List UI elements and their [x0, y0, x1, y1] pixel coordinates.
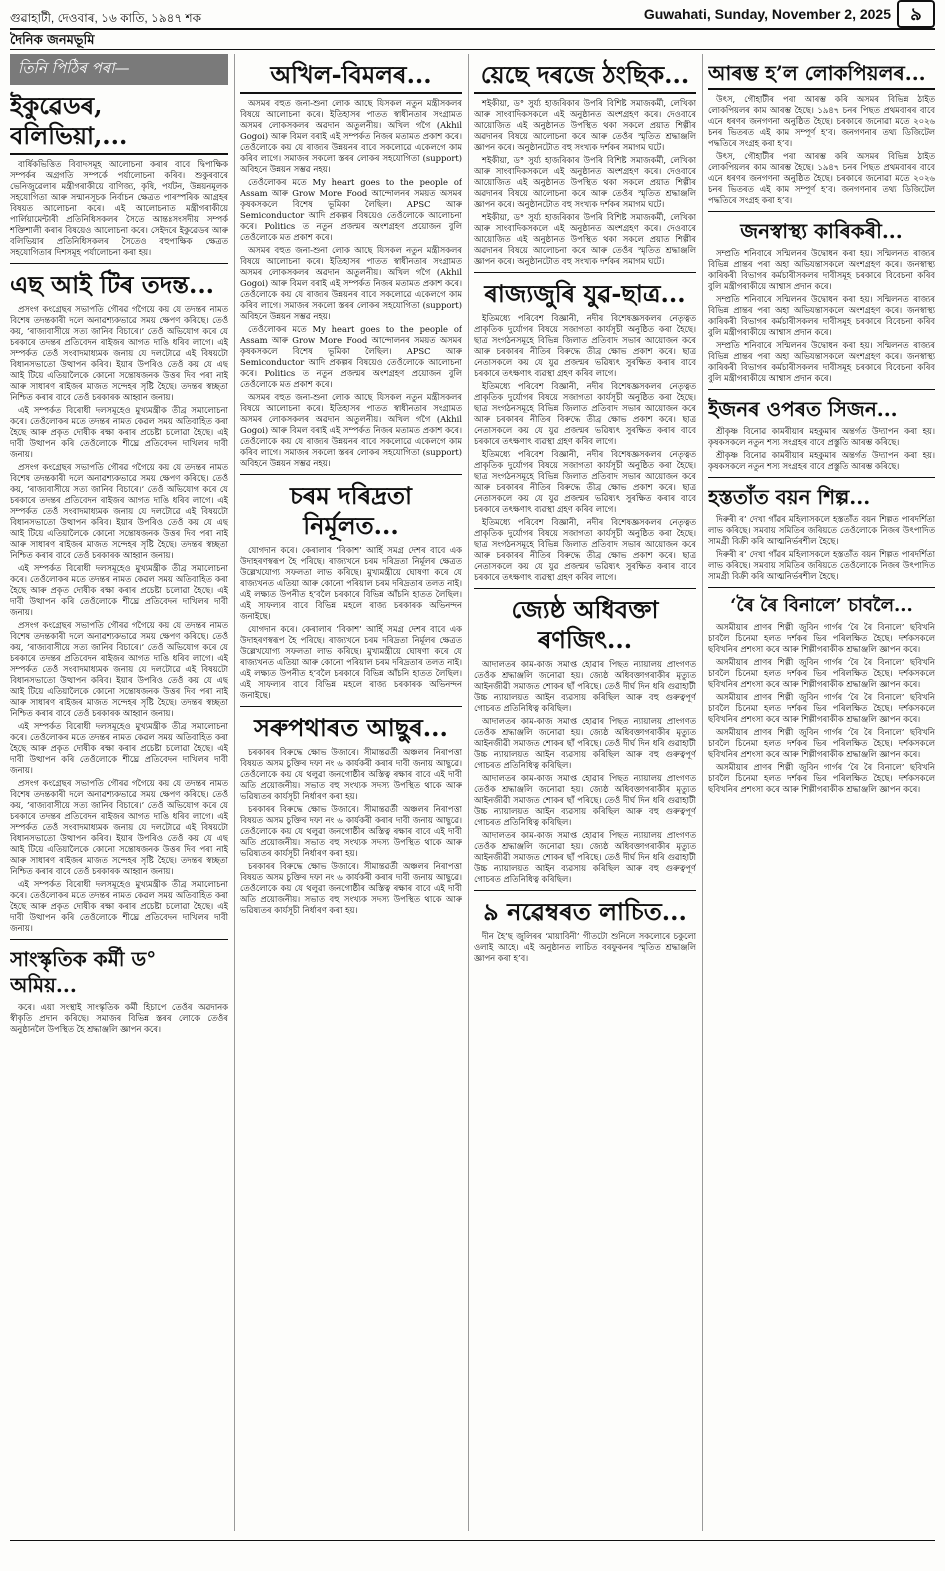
article-body [474, 98, 696, 267]
paragraph: বাৰ্ষিকভিত্তিত বিবাদসমূহ আলোচনা কৰাৰ বাবে দ্বিপাক্ষিক সম্পৰ্কৰ অগ্ৰগতি সম্পৰ্কে পৰ্যালোচনা কৰিব। শুকুৰবাৰে ভেনিজুৱেলাৰ মন্ত্ৰীগৰাকীয়ে বাণিজ্য, কৃষি, পৰ্যটন, উন্নয়নমূলক সহযোগিতা আৰু সন্মানসূচক নিৰ্বাচন ক্ষেত্ৰত পাৰস্পৰিক আগ্ৰহৰ বিষয়ত আলোচনা কৰে। এই আলোচনাত মন্ত্ৰীগৰাকীয়ে পাৰ্লিয়ামেন্টাৰী প্ৰতিনিধিসকলৰ সৈতে আন্তঃসংসদীয় সম্পৰ্ক শক্তিশালী কৰাৰ বিষয়েও আলোচনা কৰে। সেইদৰে ইকুৱেডৰ আৰু বলিভিয়াৰ প্ৰতিনিধিসকলৰ সৈতেও বহুপাক্ষিক ক্ষেত্ৰত সহযোগিতাৰ দিশসমূহ পৰ্যালোচনা কৰা হয়। [10, 159, 228, 257]
page-number: ৯ [897, 0, 935, 28]
paragraph: অসমৰ বহুত জনা-শুনা লোক আছে যিসকল নতুন মন্ত্ৰীসকলৰ বিষয়ে আলোচনা কৰে। ইতিহাসৰ পাতত স্বাধীনতাৰ সংগ্ৰামত অসমৰ লোকসকলৰ অৱদান অতুলনীয়। অখিল গগৈ (Akhil Gogoi) আৰু বিমল বৰাই এই সম্পৰ্কত নিজৰ মতামত প্ৰকাশ কৰে। তেওঁলোকে কয় যে ৰাজ্যৰ উন্নয়নৰ বাবে সকলোৱে একেলগে কাম কৰিব লাগে। সমাজৰ সকলো স্তৰৰ লোকৰ সহযোগিতা (support) অবিহনে উন্নয়ন সম্ভৱ নহয়। [240, 245, 462, 321]
page-header [10, 0, 935, 24]
headline-amiya: সাংস্কৃতিক কৰ্মী ড° অমিয়... [10, 947, 157, 997]
divider [708, 389, 935, 390]
divider [10, 263, 228, 264]
paragraph: অসমীয়াৰ প্ৰাণৰ শিল্পী জুবিন গাৰ্গৰ ‘ৰৈ ৰৈ বিনালে’ ছবিখনি চাবলৈ চিনেমা হলত দৰ্শকৰ ভিৰ পৰিলক্ষিত হৈছে। দৰ্শকসকলে ছবিখনিৰ প্ৰশংসা কৰে আৰু শিল্পীগৰাকীক শ্ৰদ্ধাঞ্জলি জ্ঞাপন কৰে। [708, 692, 935, 724]
article-body [240, 98, 462, 469]
paragraph: সম্প্ৰতি শনিবাৰে সন্মিলনৰ উদ্বোধন কৰা হয়। সন্মিলনত ৰাজ্যৰ বিভিন্ন প্ৰান্তৰ পৰা অহা অভিযন্তাসকলে অংশগ্ৰহণ কৰে। জনস্বাস্থ্য কাৰিকৰী বিভাগৰ কৰ্মচাৰীসকলৰ দাবীসমূহ চৰকাৰে বিবেচনা কৰিব বুলি মন্ত্ৰীগৰাকীয়ে আশ্বাস প্ৰদান কৰে। [708, 248, 935, 291]
paragraph: প্ৰসংগ কংগ্ৰেছৰ সভাপতি গৌৰৱ গগৈয়ে কয় যে তদন্তৰ নামত বিশেষ তদন্তকাৰী দলে অনাৱশ্যকভাৱে সময় ক্ষেপণ কৰিছে। তেওঁ কয়, ‘ৰাজ্যবাসীয়ে সত্য জানিব বিচাৰে।’ তেওঁ অভিযোগ কৰে যে চৰকাৰে তদন্তৰ প্ৰতিবেদন ৰাইজৰ আগত দাঙি ধৰিব লাগে। এই সম্পৰ্কত তেওঁ সংবাদমাধ্যমক জনায় যে দলটোৱে এই বিষয়টো বিধানসভাতো উত্থাপন কৰিব। ইয়াৰ উপৰিও তেওঁ কয় যে এছ আই টিয়ে এতিয়ালৈকে কোনো সন্তোষজনক উত্তৰ দিব পৰা নাই আৰু সাধাৰণ ৰাইজৰ মাজত সন্দেহৰ সৃষ্টি হৈছে। তদন্তৰ স্বচ্ছতা নিশ্চিত কৰাৰ বাবে তেওঁ চৰকাৰক আহ্বান জনায়। [10, 462, 228, 560]
headline-public-health: জনস্বাস্থ্য কাৰিকৰী... [740, 219, 903, 243]
date-right: Guwahati, Sunday, November 2, 2025 [643, 6, 891, 22]
headline-roi-roi-binale: ‘ৰৈ ৰৈ বিনালে’ চাবলৈ... [730, 595, 913, 616]
divider [240, 474, 462, 475]
paragraph: এই সম্পৰ্কত বিৰোধী দলসমূহেও মুখ্যমন্ত্ৰীক তীব্ৰ সমালোচনা কৰে। তেওঁলোকৰ মতে তদন্তৰ নামত কেৱল সময় অতিবাহিত কৰা হৈছে আৰু প্ৰকৃত দোষীক ৰক্ষা কৰাৰ প্ৰচেষ্টা চলোৱা হৈছে। এই দাবী উত্থাপন কৰি তেওঁলোকে শীঘ্ৰে প্ৰতিবেদন দাখিলৰ দাবী জনায়। [10, 563, 228, 617]
column-1 [10, 54, 228, 1531]
headline-advocate: জ্যেষ্ঠ অধিবক্তা ৰণজিৎ... [511, 595, 659, 654]
paragraph: শইকীয়া, ড° সুৰ্য্য হাজৰিকাৰ উপৰি বিশিষ্ট সমাজকৰ্মী, লেখিকা আৰু সাংবাদিকসকলে এই অনুষ্ঠানত অংশগ্ৰহণ কৰে। দেওবাৰে আয়োজিত এই অনুষ্ঠানত উপস্থিত থকা সকলে প্ৰয়াত শিল্পীৰ অৱদানৰ বিষয়ে আলোচনা কৰে আৰু তেওঁৰ স্মৃতিত শ্ৰদ্ধাঞ্জলি জ্ঞাপন কৰে। অনুষ্ঠানটোত বহু সংখ্যক দৰ্শকৰ সমাগম ঘটে। [474, 98, 696, 152]
paragraph: তেওঁলোকৰ মতে My heart goes to the people of Assam আৰু Grow More Food আন্দোলনৰ সময়ত অসমৰ কৃষকসকলে বিশেষ ভূমিকা লৈছিল। APSC আৰু Semiconductor আদি প্ৰকল্পৰ বিষয়েও তেওঁলোকে আলোচনা কৰে। Politics ত নতুন প্ৰজন্মৰ অংশগ্ৰহণ প্ৰয়োজন বুলি তেওঁলোকে মত প্ৰকাশ কৰে। [240, 177, 462, 242]
headline-youth: ৰাজ্যজুৰি যুৱ-ছাত্ৰ... [484, 279, 686, 308]
divider [708, 477, 935, 478]
columns-area [10, 54, 935, 1531]
column-2 [240, 54, 462, 1531]
paragraph: আদালতৰ কাম-কাজ সমাপ্ত হোৱাৰ পিছত ন্যায়ালয় প্ৰাংগণত তেওঁক শ্ৰদ্ধাঞ্জলি জনোৱা হয়। জ্যেষ্ঠ অধিবক্তাগৰাকীৰ মৃত্যুত আইনজীৱী সমাজত শোকৰ ছাঁ পৰিছে। তেওঁ দীৰ্ঘ দিন ধৰি গুৱাহাটী উচ্চ ন্যায়ালয়ত আইন ব্যৱসায় কৰিছিল আৰু বহু গুৰুত্বপূৰ্ণ গোচৰত প্ৰতিনিধিত্ব কৰিছিল। [474, 830, 696, 884]
paragraph: ইতিমধ্যে পৰিবেশ বিজ্ঞানী, নদীৰ বিশেষজ্ঞসকলৰ নেতৃত্বত প্ৰাকৃতিক দুৰ্যোগৰ বিষয়ে সজাগতা কাৰ্যসূচী অনুষ্ঠিত কৰা হৈছে। ছাত্ৰ সংগঠনসমূহে বিভিন্ন জিলাত প্ৰতিবাদ সভাৰ আয়োজন কৰে আৰু চৰকাৰৰ নীতিৰ বিৰুদ্ধে তীব্ৰ ক্ষোভ প্ৰকাশ কৰে। ছাত্ৰ নেতাসকলে কয় যে যুৱ প্ৰজন্মৰ ভৱিষ্যৎ সুৰক্ষিত কৰাৰ বাবে চৰকাৰে তৎক্ষণাৎ ব্যৱস্থা গ্ৰহণ কৰিব লাগে। [474, 313, 696, 378]
date-left: গুৱাহাটী, দেওবাৰ, ১৬ কাতি, ১৯৪৭ শক [10, 11, 202, 25]
paragraph: উৎস, গৌহাটীৰ পৰা আৰম্ভ কৰি অসমৰ বিভিন্ন ঠাইত লোকপিয়লৰ কাম আৰম্ভ হৈছে। ১৯৪৭ চনৰ পিছত প্ৰথমবাৰৰ বাবে এনে ধৰণৰ জনগণনা অনুষ্ঠিত হৈছে। চৰকাৰে জনোৱা মতে ২০২৬ চনৰ ভিতৰত এই কাম সম্পূৰ্ণ হ’ব। জনগণনাৰ তথ্য ডিজিটেল পদ্ধতিৰে সংগ্ৰহ কৰা হ’ব। [708, 94, 935, 148]
divider [474, 588, 696, 589]
footer-rule [10, 1540, 935, 1541]
paragraph: আদালতৰ কাম-কাজ সমাপ্ত হোৱাৰ পিছত ন্যায়ালয় প্ৰাংগণত তেওঁক শ্ৰদ্ধাঞ্জলি জনোৱা হয়। জ্যেষ্ঠ অধিবক্তাগৰাকীৰ মৃত্যুত আইনজীৱী সমাজত শোকৰ ছাঁ পৰিছে। তেওঁ দীৰ্ঘ দিন ধৰি গুৱাহাটী উচ্চ ন্যায়ালয়ত আইন ব্যৱসায় কৰিছিল আৰু বহু গুৰুত্বপূৰ্ণ গোচৰত প্ৰতিনিধিত্ব কৰিছিল। [474, 773, 696, 827]
paragraph: অসমীয়াৰ প্ৰাণৰ শিল্পী জুবিন গাৰ্গৰ ‘ৰৈ ৰৈ বিনালে’ ছবিখনি চাবলৈ চিনেমা হলত দৰ্শকৰ ভিৰ পৰিলক্ষিত হৈছে। দৰ্শকসকলে ছবিখনিৰ প্ৰশংসা কৰে আৰু শিল্পীগৰাকীক শ্ৰদ্ধাঞ্জলি জ্ঞাপন কৰে। [708, 657, 935, 689]
paragraph: কৰে। এয়া সংস্থাই সাংস্কৃতিক কৰ্মী হিচাপে তেওঁৰ অৱদানক স্বীকৃতি প্ৰদান কৰিছে। সমাজৰ বিভিন্ন স্তৰৰ লোকে তেওঁৰ অনুষ্ঠানলৈ উপস্থিত হৈ শ্ৰদ্ধাঞ্জলি জ্ঞাপন কৰে। [10, 1002, 228, 1034]
newspaper-brand: দৈনিক জনমভূমি [10, 33, 95, 48]
paragraph: শইকীয়া, ড° সুৰ্য্য হাজৰিকাৰ উপৰি বিশিষ্ট সমাজকৰ্মী, লেখিকা আৰু সাংবাদিকসকলে এই অনুষ্ঠানত অংশগ্ৰহণ কৰে। দেওবাৰে আয়োজিত এই অনুষ্ঠানত উপস্থিত থকা সকলে প্ৰয়াত শিল্পীৰ অৱদানৰ বিষয়ে আলোচনা কৰে আৰু তেওঁৰ স্মৃতিত শ্ৰদ্ধাঞ্জলি জ্ঞাপন কৰে। অনুষ্ঠানটোত বহু সংখ্যক দৰ্শকৰ সমাগম ঘটে। [474, 212, 696, 266]
paragraph: এই সম্পৰ্কত বিৰোধী দলসমূহেও মুখ্যমন্ত্ৰীক তীব্ৰ সমালোচনা কৰে। তেওঁলোকৰ মতে তদন্তৰ নামত কেৱল সময় অতিবাহিত কৰা হৈছে আৰু প্ৰকৃত দোষীক ৰক্ষা কৰাৰ প্ৰচেষ্টা চলোৱা হৈছে। এই দাবী উত্থাপন কৰি তেওঁলোকে শীঘ্ৰে প্ৰতিবেদন দাখিলৰ দাবী জনায়। [10, 405, 228, 459]
paragraph: শ্ৰীকৃষ্ণ বিনোৱ কামৰীয়াৰ মহকুমাৰ অন্তৰ্গত উদ্যাপন কৰা হয়। কৃষকসকলে নতুন শস্য সংগ্ৰহৰ বাবে প্ৰস্তুতি আৰম্ভ কৰিছে। [708, 426, 935, 447]
paragraph: যোগদান কৰে। কেৰালাৰ ‘বিকাশ’ আৰ্হি সমগ্ৰ দেশৰ বাবে এক উদাহৰণস্বৰূপ হৈ পৰিছে। ৰাজ্যখনে চৰম দৰিদ্ৰতা নিৰ্মূলৰ ক্ষেত্ৰত উল্লেখযোগ্য সফলতা লাভ কৰিছে। মুখ্যমন্ত্ৰীয়ে ঘোষণা কৰে যে ৰাজ্যখনত এতিয়া আৰু কোনো পৰিয়াল চৰম দৰিদ্ৰতাৰ তলত নাই। এই লক্ষ্যত উপনীত হ’বলৈ চৰকাৰে বিভিন্ন আঁচনি হাতত লৈছিল। এই সাফল্যৰ বাবে বিভিন্ন মহলে ৰাজ্য চৰকাৰক অভিনন্দন জনাইছে। [240, 545, 462, 621]
headline-akhil-bimal: অখিল-বিমলৰ... [240, 60, 462, 94]
divider [240, 706, 462, 707]
article-body [10, 1002, 228, 1035]
paragraph: দিৰুৰী ৰ’ দেখা গাঁৱৰ মহিলাসকলে হস্ততাঁত বয়ন শিল্পত পাৰদৰ্শিতা লাভ কৰিছে। সমবায় সমিতিৰ জৰিয়তে তেওঁলোকে নিজৰ উৎপাদিত সামগ্ৰী বিক্ৰী কৰি আত্মনিৰ্ভৰশীল হৈছে। [708, 514, 935, 546]
divider [474, 890, 696, 891]
paragraph: ইতিমধ্যে পৰিবেশ বিজ্ঞানী, নদীৰ বিশেষজ্ঞসকলৰ নেতৃত্বত প্ৰাকৃতিক দুৰ্যোগৰ বিষয়ে সজাগতা কাৰ্যসূচী অনুষ্ঠিত কৰা হৈছে। ছাত্ৰ সংগঠনসমূহে বিভিন্ন জিলাত প্ৰতিবাদ সভাৰ আয়োজন কৰে আৰু চৰকাৰৰ নীতিৰ বিৰুদ্ধে তীব্ৰ ক্ষোভ প্ৰকাশ কৰে। ছাত্ৰ নেতাসকলে কয় যে যুৱ প্ৰজন্মৰ ভৱিষ্যৎ সুৰক্ষিত কৰাৰ বাবে চৰকাৰে তৎক্ষণাৎ ব্যৱস্থা গ্ৰহণ কৰিব লাগে। [474, 381, 696, 446]
paragraph: দিৰুৰী ৰ’ দেখা গাঁৱৰ মহিলাসকলে হস্ততাঁত বয়ন শিল্পত পাৰদৰ্শিতা লাভ কৰিছে। সমবায় সমিতিৰ জৰিয়তে তেওঁলোকে নিজৰ উৎপাদিত সামগ্ৰী বিক্ৰী কৰি আত্মনিৰ্ভৰশীল হৈছে। [708, 549, 935, 581]
column-4 [708, 54, 935, 1531]
paragraph: অসমৰ বহুত জনা-শুনা লোক আছে যিসকল নতুন মন্ত্ৰীসকলৰ বিষয়ে আলোচনা কৰে। ইতিহাসৰ পাতত স্বাধীনতাৰ সংগ্ৰামত অসমৰ লোকসকলৰ অৱদান অতুলনীয়। অখিল গগৈ (Akhil Gogoi) আৰু বিমল বৰাই এই সম্পৰ্কত নিজৰ মতামত প্ৰকাশ কৰে। তেওঁলোকে কয় যে ৰাজ্যৰ উন্নয়নৰ বাবে সকলোৱে একেলগে কাম কৰিব লাগে। সমাজৰ সকলো স্তৰৰ লোকৰ সহযোগিতা (support) অবিহনে উন্নয়ন সম্ভৱ নহয়। [240, 392, 462, 468]
headline-sorupathar: সৰুপথাৰত আছুৰ... [254, 713, 448, 742]
paragraph: ইতিমধ্যে পৰিবেশ বিজ্ঞানী, নদীৰ বিশেষজ্ঞসকলৰ নেতৃত্বত প্ৰাকৃতিক দুৰ্যোগৰ বিষয়ে সজাগতা কাৰ্যসূচী অনুষ্ঠিত কৰা হৈছে। ছাত্ৰ সংগঠনসমূহে বিভিন্ন জিলাত প্ৰতিবাদ সভাৰ আয়োজন কৰে আৰু চৰকাৰৰ নীতিৰ বিৰুদ্ধে তীব্ৰ ক্ষোভ প্ৰকাশ কৰে। ছাত্ৰ নেতাসকলে কয় যে যুৱ প্ৰজন্মৰ ভৱিষ্যৎ সুৰক্ষিত কৰাৰ বাবে চৰকাৰে তৎক্ষণাৎ ব্যৱস্থা গ্ৰহণ কৰিব লাগে। [474, 449, 696, 514]
paragraph: শ্ৰীকৃষ্ণ বিনোৱ কামৰীয়াৰ মহকুমাৰ অন্তৰ্গত উদ্যাপন কৰা হয়। কৃষকসকলে নতুন শস্য সংগ্ৰহৰ বাবে প্ৰস্তুতি আৰম্ভ কৰিছে। [708, 450, 935, 471]
headline-handloom: হস্ততাঁত বয়ন শিল্প... [708, 485, 871, 509]
article-body [708, 514, 935, 582]
column-3 [474, 54, 696, 1531]
article-body [708, 94, 935, 206]
paragraph: সম্প্ৰতি শনিবাৰে সন্মিলনৰ উদ্বোধন কৰা হয়। সন্মিলনত ৰাজ্যৰ বিভিন্ন প্ৰান্তৰ পৰা অহা অভিযন্তাসকলে অংশগ্ৰহণ কৰে। জনস্বাস্থ্য কাৰিকৰী বিভাগৰ কৰ্মচাৰীসকলৰ দাবীসমূহ চৰকাৰে বিবেচনা কৰিব বুলি মন্ত্ৰীগৰাকীয়ে আশ্বাস প্ৰদান কৰে। [708, 340, 935, 383]
headline-lachit: ৯ নৱেম্বৰত লাচিত... [483, 897, 687, 926]
divider [10, 939, 228, 940]
headline-census: আৰম্ভ হ’ল লোকপিয়লৰ... [708, 60, 935, 90]
paragraph: যোগদান কৰে। কেৰালাৰ ‘বিকাশ’ আৰ্হি সমগ্ৰ দেশৰ বাবে এক উদাহৰণস্বৰূপ হৈ পৰিছে। ৰাজ্যখনে চৰম দৰিদ্ৰতা নিৰ্মূলৰ ক্ষেত্ৰত উল্লেখযোগ্য সফলতা লাভ কৰিছে। মুখ্যমন্ত্ৰীয়ে ঘোষণা কৰে যে ৰাজ্যখনত এতিয়া আৰু কোনো পৰিয়াল চৰম দৰিদ্ৰতাৰ তলত নাই। এই লক্ষ্যত উপনীত হ’বলৈ চৰকাৰে বিভিন্ন আঁচনি হাতত লৈছিল। এই সাফল্যৰ বাবে বিভিন্ন মহলে ৰাজ্য চৰকাৰক অভিনন্দন জনাইছে। [240, 624, 462, 700]
paragraph: এই সম্পৰ্কত বিৰোধী দলসমূহেও মুখ্যমন্ত্ৰীক তীব্ৰ সমালোচনা কৰে। তেওঁলোকৰ মতে তদন্তৰ নামত কেৱল সময় অতিবাহিত কৰা হৈছে আৰু প্ৰকৃত দোষীক ৰক্ষা কৰাৰ প্ৰচেষ্টা চলোৱা হৈছে। এই দাবী উত্থাপন কৰি তেওঁলোকে শীঘ্ৰে প্ৰতিবেদন দাখিলৰ দাবী জনায়। [10, 879, 228, 933]
column-rule [702, 54, 703, 1531]
header-rule [10, 28, 935, 30]
article-body [240, 747, 462, 916]
paragraph: অসমীয়াৰ প্ৰাণৰ শিল্পী জুবিন গাৰ্গৰ ‘ৰৈ ৰৈ বিনালে’ ছবিখনি চাবলৈ চিনেমা হলত দৰ্শকৰ ভিৰ পৰিলক্ষিত হৈছে। দৰ্শকসকলে ছবিখনিৰ প্ৰশংসা কৰে আৰু শিল্পীগৰাকীক শ্ৰদ্ধাঞ্জলি জ্ঞাপন কৰে। [708, 727, 935, 759]
paragraph: প্ৰসংগ কংগ্ৰেছৰ সভাপতি গৌৰৱ গগৈয়ে কয় যে তদন্তৰ নামত বিশেষ তদন্তকাৰী দলে অনাৱশ্যকভাৱে সময় ক্ষেপণ কৰিছে। তেওঁ কয়, ‘ৰাজ্যবাসীয়ে সত্য জানিব বিচাৰে।’ তেওঁ অভিযোগ কৰে যে চৰকাৰে তদন্তৰ প্ৰতিবেদন ৰাইজৰ আগত দাঙি ধৰিব লাগে। এই সম্পৰ্কত তেওঁ সংবাদমাধ্যমক জনায় যে দলটোৱে এই বিষয়টো বিধানসভাতো উত্থাপন কৰিব। ইয়াৰ উপৰিও তেওঁ কয় যে এছ আই টিয়ে এতিয়ালৈকে কোনো সন্তোষজনক উত্তৰ দিব পৰা নাই আৰু সাধাৰণ ৰাইজৰ মাজত সন্দেহৰ সৃষ্টি হৈছে। তদন্তৰ স্বচ্ছতা নিশ্চিত কৰাৰ বাবে তেওঁ চৰকাৰক আহ্বান জনায়। [10, 304, 228, 402]
article-body [10, 304, 228, 934]
paragraph: চৰকাৰৰ বিৰুদ্ধে ক্ষোভ উজাৰে। সীমান্তৱৰ্তী অঞ্চলৰ নিৰাপত্তা বিষয়ত অসম চুক্তিৰ দফা নং ৬ কাৰ্যকৰী কৰাৰ দাবী জনায় আছুৱে। তেওঁলোকে কয় যে থলুৱা জনগোষ্ঠীৰ অস্তিত্ব ৰক্ষাৰ বাবে এই দাবী অতি প্ৰয়োজনীয়। সভাত বহু সংখ্যক সদস্য উপস্থিত থাকে আৰু ভৱিষ্যতৰ কাৰ্যসূচী নিৰ্ধাৰণ কৰা হয়। [240, 804, 462, 858]
article-body [474, 931, 696, 964]
divider [708, 211, 935, 212]
headline-sit: এছ আই টিৰ তদন্ত... [10, 270, 215, 299]
paragraph: ইতিমধ্যে পৰিবেশ বিজ্ঞানী, নদীৰ বিশেষজ্ঞসকলৰ নেতৃত্বত প্ৰাকৃতিক দুৰ্যোগৰ বিষয়ে সজাগতা কাৰ্যসূচী অনুষ্ঠিত কৰা হৈছে। ছাত্ৰ সংগঠনসমূহে বিভিন্ন জিলাত প্ৰতিবাদ সভাৰ আয়োজন কৰে আৰু চৰকাৰৰ নীতিৰ বিৰুদ্ধে তীব্ৰ ক্ষোভ প্ৰকাশ কৰে। ছাত্ৰ নেতাসকলে কয় যে যুৱ প্ৰজন্মৰ ভৱিষ্যৎ সুৰক্ষিত কৰাৰ বাবে চৰকাৰে তৎক্ষণাৎ ব্যৱস্থা গ্ৰহণ কৰিব লাগে। [474, 517, 696, 582]
paragraph: তেওঁলোকৰ মতে My heart goes to the people of Assam আৰু Grow More Food আন্দোলনৰ সময়ত অসমৰ কৃষকসকলে বিশেষ ভূমিকা লৈছিল। APSC আৰু Semiconductor আদি প্ৰকল্পৰ বিষয়েও তেওঁলোকে আলোচনা কৰে। Politics ত নতুন প্ৰজন্মৰ অংশগ্ৰহণ প্ৰয়োজন বুলি তেওঁলোকে মত প্ৰকাশ কৰে। [240, 324, 462, 389]
paragraph: অসমীয়াৰ প্ৰাণৰ শিল্পী জুবিন গাৰ্গৰ ‘ৰৈ ৰৈ বিনালে’ ছবিখনি চাবলৈ চিনেমা হলত দৰ্শকৰ ভিৰ পৰিলক্ষিত হৈছে। দৰ্শকসকলে ছবিখনিৰ প্ৰশংসা কৰে আৰু শিল্পীগৰাকীক শ্ৰদ্ধাঞ্জলি জ্ঞাপন কৰে। [708, 762, 935, 794]
article-body [708, 248, 935, 384]
paragraph: আদালতৰ কাম-কাজ সমাপ্ত হোৱাৰ পিছত ন্যায়ালয় প্ৰাংগণত তেওঁক শ্ৰদ্ধাঞ্জলি জনোৱা হয়। জ্যেষ্ঠ অধিবক্তাগৰাকীৰ মৃত্যুত আইনজীৱী সমাজত শোকৰ ছাঁ পৰিছে। তেওঁ দীৰ্ঘ দিন ধৰি গুৱাহাটী উচ্চ ন্যায়ালয়ত আইন ব্যৱসায় কৰিছিল আৰু বহু গুৰুত্বপূৰ্ণ গোচৰত প্ৰতিনিধিত্ব কৰিছিল। [474, 716, 696, 770]
paragraph: চৰকাৰৰ বিৰুদ্ধে ক্ষোভ উজাৰে। সীমান্তৱৰ্তী অঞ্চলৰ নিৰাপত্তা বিষয়ত অসম চুক্তিৰ দফা নং ৬ কাৰ্যকৰী কৰাৰ দাবী জনায় আছুৱে। তেওঁলোকে কয় যে থলুৱা জনগোষ্ঠীৰ অস্তিত্ব ৰক্ষাৰ বাবে এই দাবী অতি প্ৰয়োজনীয়। সভাত বহু সংখ্যক সদস্য উপস্থিত থাকে আৰু ভৱিষ্যতৰ কাৰ্যসূচী নিৰ্ধাৰণ কৰা হয়। [240, 861, 462, 915]
paragraph: অসমীয়াৰ প্ৰাণৰ শিল্পী জুবিন গাৰ্গৰ ‘ৰৈ ৰৈ বিনালে’ ছবিখনি চাবলৈ চিনেমা হলত দৰ্শকৰ ভিৰ পৰিলক্ষিত হৈছে। দৰ্শকসকলে ছবিখনিৰ প্ৰশংসা কৰে আৰু শিল্পীগৰাকীক শ্ৰদ্ধাঞ্জলি জ্ঞাপন কৰে। [708, 622, 935, 654]
paragraph: শইকীয়া, ড° সুৰ্য্য হাজৰিকাৰ উপৰি বিশিষ্ট সমাজকৰ্মী, লেখিকা আৰু সাংবাদিকসকলে এই অনুষ্ঠানত অংশগ্ৰহণ কৰে। দেওবাৰে আয়োজিত এই অনুষ্ঠানত উপস্থিত থকা সকলে প্ৰয়াত শিল্পীৰ অৱদানৰ বিষয়ে আলোচনা কৰে আৰু তেওঁৰ স্মৃতিত শ্ৰদ্ধাঞ্জলি জ্ঞাপন কৰে। অনুষ্ঠানটোত বহু সংখ্যক দৰ্শকৰ সমাগম ঘটে। [474, 155, 696, 209]
article-body [10, 159, 228, 258]
paragraph: প্ৰসংগ কংগ্ৰেছৰ সভাপতি গৌৰৱ গগৈয়ে কয় যে তদন্তৰ নামত বিশেষ তদন্তকাৰী দলে অনাৱশ্যকভাৱে সময় ক্ষেপণ কৰিছে। তেওঁ কয়, ‘ৰাজ্যবাসীয়ে সত্য জানিব বিচাৰে।’ তেওঁ অভিযোগ কৰে যে চৰকাৰে তদন্তৰ প্ৰতিবেদন ৰাইজৰ আগত দাঙি ধৰিব লাগে। এই সম্পৰ্কত তেওঁ সংবাদমাধ্যমক জনায় যে দলটোৱে এই বিষয়টো বিধানসভাতো উত্থাপন কৰিব। ইয়াৰ উপৰিও তেওঁ কয় যে এছ আই টিয়ে এতিয়ালৈকে কোনো সন্তোষজনক উত্তৰ দিব পৰা নাই আৰু সাধাৰণ ৰাইজৰ মাজত সন্দেহৰ সৃষ্টি হৈছে। তদন্তৰ স্বচ্ছতা নিশ্চিত কৰাৰ বাবে তেওঁ চৰকাৰক আহ্বান জনায়। [10, 620, 228, 718]
article-body [240, 545, 462, 701]
paragraph: এই সম্পৰ্কত বিৰোধী দলসমূহেও মুখ্যমন্ত্ৰীক তীব্ৰ সমালোচনা কৰে। তেওঁলোকৰ মতে তদন্তৰ নামত কেৱল সময় অতিবাহিত কৰা হৈছে আৰু প্ৰকৃত দোষীক ৰক্ষা কৰাৰ প্ৰচেষ্টা চলোৱা হৈছে। এই দাবী উত্থাপন কৰি তেওঁলোকে শীঘ্ৰে প্ৰতিবেদন দাখিলৰ দাবী জনায়। [10, 721, 228, 775]
continued-banner: তিনি পিঠিৰ পৰা— [10, 54, 228, 85]
paragraph: চৰকাৰৰ বিৰুদ্ধে ক্ষোভ উজাৰে। সীমান্তৱৰ্তী অঞ্চলৰ নিৰাপত্তা বিষয়ত অসম চুক্তিৰ দফা নং ৬ কাৰ্যকৰী কৰাৰ দাবী জনায় আছুৱে। তেওঁলোকে কয় যে থলুৱা জনগোষ্ঠীৰ অস্তিত্ব ৰক্ষাৰ বাবে এই দাবী অতি প্ৰয়োজনীয়। সভাত বহু সংখ্যক সদস্য উপস্থিত থাকে আৰু ভৱিষ্যতৰ কাৰ্যসূচী নিৰ্ধাৰণ কৰা হয়। [240, 747, 462, 801]
article-body [708, 622, 935, 795]
paragraph: উৎস, গৌহাটীৰ পৰা আৰম্ভ কৰি অসমৰ বিভিন্ন ঠাইত লোকপিয়লৰ কাম আৰম্ভ হৈছে। ১৯৪৭ চনৰ পিছত প্ৰথমবাৰৰ বাবে এনে ধৰণৰ জনগণনা অনুষ্ঠিত হৈছে। চৰকাৰে জনোৱা মতে ২০২৬ চনৰ ভিতৰত এই কাম সম্পূৰ্ণ হ’ব। জনগণনাৰ তথ্য ডিজিটেল পদ্ধতিৰে সংগ্ৰহ কৰা হ’ব। [708, 151, 935, 205]
divider [708, 587, 935, 588]
header-rule-thin [10, 49, 935, 50]
paragraph: অসমৰ বহুত জনা-শুনা লোক আছে যিসকল নতুন মন্ত্ৰীসকলৰ বিষয়ে আলোচনা কৰে। ইতিহাসৰ পাতত স্বাধীনতাৰ সংগ্ৰামত অসমৰ লোকসকলৰ অৱদান অতুলনীয়। অখিল গগৈ (Akhil Gogoi) আৰু বিমল বৰাই এই সম্পৰ্কত নিজৰ মতামত প্ৰকাশ কৰে। তেওঁলোকে কয় যে ৰাজ্যৰ উন্নয়নৰ বাবে সকলোৱে একেলগে কাম কৰিব লাগে। সমাজৰ সকলো স্তৰৰ লোকৰ সহযোগিতা (support) অবিহনে উন্নয়ন সম্ভৱ নহয়। [240, 98, 462, 174]
paragraph: দীন হৈ’ছ জুলিৰৰ ‘মায়াবিনী’ গীতটো শুনিলে সকলোৰে চকুলো ওলাই আহে। এই অনুষ্ঠানত লাচিত বৰফুকনৰ স্মৃতিত শ্ৰদ্ধাঞ্জলি জ্ঞাপন কৰা হ’ব। [474, 931, 696, 963]
paragraph: সম্প্ৰতি শনিবাৰে সন্মিলনৰ উদ্বোধন কৰা হয়। সন্মিলনত ৰাজ্যৰ বিভিন্ন প্ৰান্তৰ পৰা অহা অভিযন্তাসকলে অংশগ্ৰহণ কৰে। জনস্বাস্থ্য কাৰিকৰী বিভাগৰ কৰ্মচাৰীসকলৰ দাবীসমূহ চৰকাৰে বিবেচনা কৰিব বুলি মন্ত্ৰীগৰাকীয়ে আশ্বাস প্ৰদান কৰে। [708, 294, 935, 337]
paragraph: প্ৰসংগ কংগ্ৰেছৰ সভাপতি গৌৰৱ গগৈয়ে কয় যে তদন্তৰ নামত বিশেষ তদন্তকাৰী দলে অনাৱশ্যকভাৱে সময় ক্ষেপণ কৰিছে। তেওঁ কয়, ‘ৰাজ্যবাসীয়ে সত্য জানিব বিচাৰে।’ তেওঁ অভিযোগ কৰে যে চৰকাৰে তদন্তৰ প্ৰতিবেদন ৰাইজৰ আগত দাঙি ধৰিব লাগে। এই সম্পৰ্কত তেওঁ সংবাদমাধ্যমক জনায় যে দলটোৱে এই বিষয়টো বিধানসভাতো উত্থাপন কৰিব। ইয়াৰ উপৰিও তেওঁ কয় যে এছ আই টিয়ে এতিয়ালৈকে কোনো সন্তোষজনক উত্তৰ দিব পৰা নাই আৰু সাধাৰণ ৰাইজৰ মাজত সন্দেহৰ সৃষ্টি হৈছে। তদন্তৰ স্বচ্ছতা নিশ্চিত কৰাৰ বাবে তেওঁ চৰকাৰক আহ্বান জনায়। [10, 778, 228, 876]
headline-ecuador: ইকুৱেডৰ, বলিভিয়া,... [10, 91, 228, 155]
paragraph: আদালতৰ কাম-কাজ সমাপ্ত হোৱাৰ পিছত ন্যায়ালয় প্ৰাংগণত তেওঁক শ্ৰদ্ধাঞ্জলি জনোৱা হয়। জ্যেষ্ঠ অধিবক্তাগৰাকীৰ মৃত্যুত আইনজীৱী সমাজত শোকৰ ছাঁ পৰিছে। তেওঁ দীৰ্ঘ দিন ধৰি গুৱাহাটী উচ্চ ন্যায়ালয়ত আইন ব্যৱসায় কৰিছিল আৰু বহু গুৰুত্বপূৰ্ণ গোচৰত প্ৰতিনিধিত্ব কৰিছিল। [474, 659, 696, 713]
headline-season: ইজনৰ ওপৰত সিজন... [708, 397, 898, 421]
headline-poverty: চৰম দৰিদ্ৰতা নিৰ্মূলত... [289, 481, 413, 540]
article-body [474, 313, 696, 583]
article-body [474, 659, 696, 885]
column-rule [468, 54, 469, 1531]
headline-door: য়েছে দৰজে ঠংছিক... [474, 60, 696, 94]
divider [474, 272, 696, 273]
column-rule [234, 54, 235, 1531]
article-body [708, 426, 935, 472]
